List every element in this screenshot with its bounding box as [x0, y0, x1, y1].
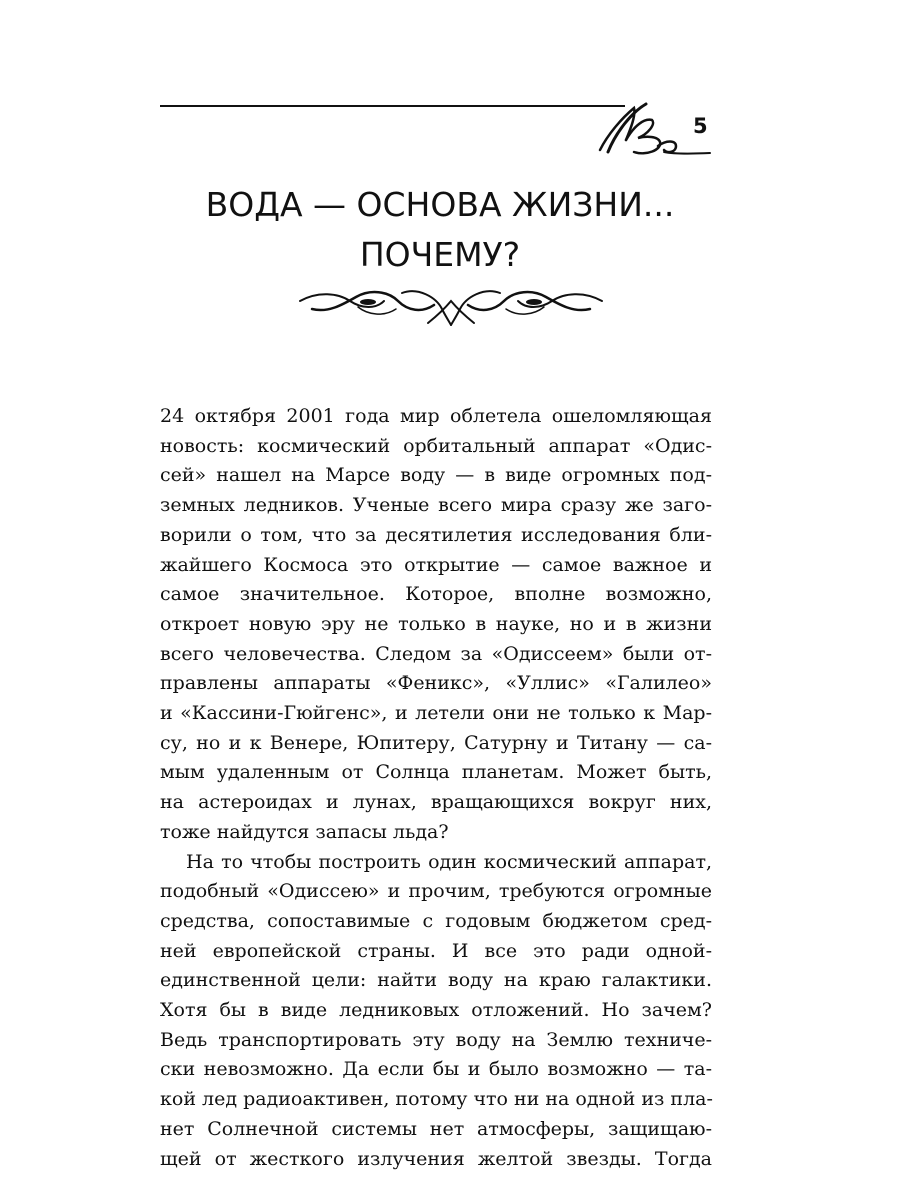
text-line: откроет новую эру не только в науке, но и в жизни — [160, 612, 712, 635]
text-line: щей от жесткого излучения желтой звезды. Тогда — [160, 1147, 712, 1170]
paragraph-1 — [160, 402, 712, 848]
text-line: ней европейской страны. И все это ради одной- — [160, 939, 712, 962]
chapter-title-line: ВОДА — ОСНОВА ЖИЗНИ... — [205, 185, 675, 224]
text-line: кой лед радиоактивен, потому что ни на одной из пла- — [160, 1088, 713, 1111]
text-line: Ведь транспортировать эту воду на Землю техниче- — [160, 1028, 712, 1051]
text-line: На то чтобы построить один космический аппарат, — [186, 850, 712, 873]
text-line: сей» нашел на Марсе воду — в виде огромных под- — [160, 464, 712, 487]
page-number: 5 — [693, 114, 708, 138]
text-line: новость: космический орбитальный аппарат «Одис- — [160, 434, 712, 457]
text-line: земных ледников. Ученые всего мира сразу же заго- — [160, 494, 712, 517]
text-line: жайшего Космоса это открытие — самое важное и — [160, 553, 712, 576]
text-line: 24 октября 2001 года мир облетела ошеломляющая — [160, 405, 712, 427]
text-line: средства, сопоставимые с годовым бюджетом сред- — [160, 909, 712, 932]
header-flourish-icon — [572, 96, 712, 166]
text-line: самое значительное. Которое, вполне возможно, — [160, 583, 712, 606]
header-rule — [160, 105, 625, 107]
text-line: су, но и к Венере, Юпитеру, Сатурну и Титану — са- — [160, 731, 712, 754]
body-text — [160, 402, 712, 1174]
text-line: Хотя бы в виде ледниковых отложений. Но зачем? — [160, 999, 712, 1022]
text-line: нет Солнечной системы нет атмосферы, защищаю- — [160, 1117, 712, 1140]
text-line: единственной цели: найти воду на краю галактики. — [160, 969, 712, 992]
ornament-divider-icon — [298, 283, 604, 329]
text-line: подобный «Одиссею» и прочим, требуются огромные — [160, 880, 712, 903]
text-line: на астероидах и лунах, вращающихся вокруг них, — [160, 791, 712, 814]
text-line: мым удаленным от Солнца планетам. Может быть, — [160, 761, 712, 784]
text-line: правлены аппараты «Феникс», «Уллис» «Галилео» — [160, 672, 712, 695]
text-line: и «Кассини-Гюйгенс», и летели они не только к Мар- — [160, 702, 712, 725]
text-line: тоже найдутся запасы льда? — [160, 820, 449, 843]
text-line: ски невозможно. Да если бы и было возможно — та- — [160, 1058, 712, 1081]
text-line: всего человечества. Следом за «Одиссеем» были от- — [160, 642, 712, 665]
chapter-title — [160, 180, 720, 280]
text-line: ворили о том, что за десятилетия исследования бли- — [160, 523, 712, 546]
paragraph-2 — [160, 848, 712, 1175]
chapter-title-line: ПОЧЕМУ? — [359, 235, 521, 274]
